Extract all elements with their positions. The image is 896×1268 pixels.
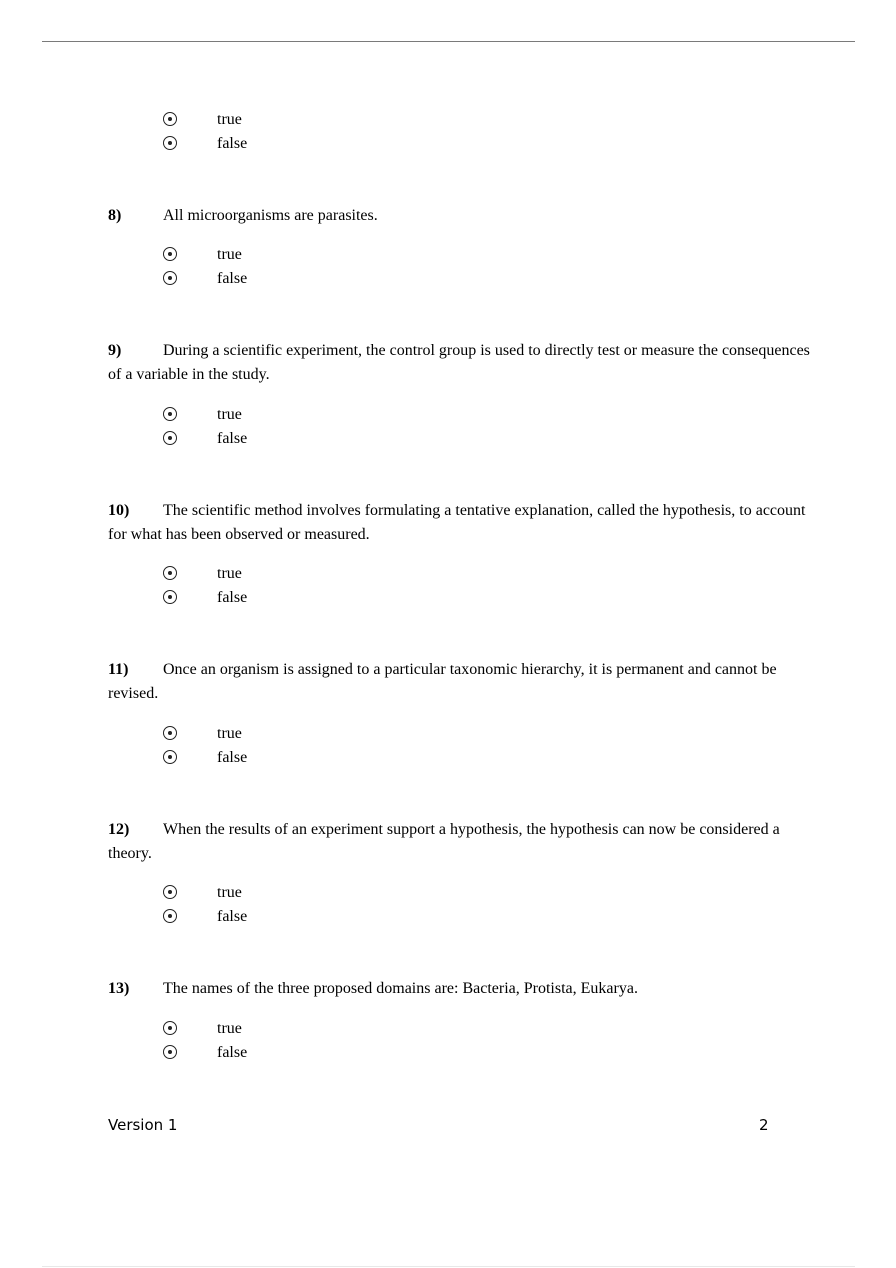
radio-icon[interactable] xyxy=(163,407,177,421)
option-label: true xyxy=(217,406,242,423)
question-text: The scientific method involves formulating a tentative explanation, called the hypothesis, to account for what has been observed or measured. xyxy=(108,502,806,543)
option-label: true xyxy=(217,1020,242,1037)
page-bottom-edge xyxy=(42,1266,855,1267)
question-12 xyxy=(108,818,820,866)
question-number: 12) xyxy=(108,821,130,838)
radio-icon[interactable] xyxy=(163,431,177,445)
radio-icon[interactable] xyxy=(163,909,177,923)
option-label: true xyxy=(217,884,242,901)
option-label: false xyxy=(217,430,248,447)
question-9 xyxy=(108,339,820,387)
option-label: false xyxy=(217,135,248,152)
question-11 xyxy=(108,658,820,706)
question-number: 11) xyxy=(108,661,129,678)
footer-version: Version 1 xyxy=(108,1116,178,1134)
option-label: true xyxy=(217,725,242,742)
option-label: true xyxy=(217,111,242,128)
radio-icon[interactable] xyxy=(163,136,177,150)
radio-icon[interactable] xyxy=(163,1045,177,1059)
option-label: false xyxy=(217,270,248,287)
header-rule xyxy=(42,41,855,42)
question-number: 9) xyxy=(108,342,122,359)
question-number: 13) xyxy=(108,980,130,997)
question-number: 8) xyxy=(108,207,122,224)
option-label: true xyxy=(217,565,242,582)
option-label: false xyxy=(217,1044,248,1061)
radio-icon[interactable] xyxy=(163,1021,177,1035)
question-8 xyxy=(108,204,820,228)
option-label: false xyxy=(217,908,248,925)
radio-icon[interactable] xyxy=(163,271,177,285)
question-text: When the results of an experiment support a hypothesis, the hypothesis can now be considered a theory. xyxy=(108,821,780,862)
footer-page-number: 2 xyxy=(759,1116,769,1134)
radio-icon[interactable] xyxy=(163,566,177,580)
radio-icon[interactable] xyxy=(163,750,177,764)
question-10 xyxy=(108,499,820,547)
option-label: false xyxy=(217,749,248,766)
question-text: Once an organism is assigned to a particular taxonomic hierarchy, it is permanent and cannot be revised. xyxy=(108,661,777,702)
question-text: All microorganisms are parasites. xyxy=(163,207,378,224)
radio-icon[interactable] xyxy=(163,885,177,899)
question-number: 10) xyxy=(108,502,130,519)
radio-icon[interactable] xyxy=(163,590,177,604)
radio-icon[interactable] xyxy=(163,247,177,261)
question-text: The names of the three proposed domains are: Bacteria, Protista, Eukarya. xyxy=(163,980,638,997)
option-label: false xyxy=(217,589,248,606)
question-13 xyxy=(108,977,820,1001)
option-label: true xyxy=(217,246,242,263)
radio-icon[interactable] xyxy=(163,112,177,126)
radio-icon[interactable] xyxy=(163,726,177,740)
question-text: During a scientific experiment, the control group is used to directly test or measure the consequences of a variable in the study. xyxy=(108,342,810,383)
